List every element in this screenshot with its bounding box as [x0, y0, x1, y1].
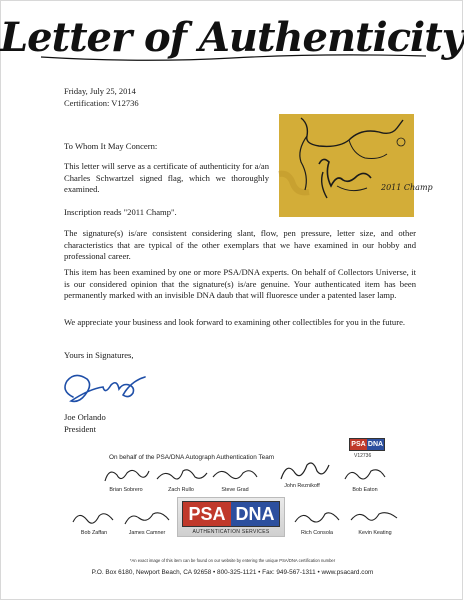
- appreciation-paragraph: We appreciate your business and look forward to examining other collectibles for you in the future.: [64, 317, 406, 327]
- closing-line: Yours in Signatures,: [64, 350, 134, 360]
- dna-logo-text: DNA: [231, 502, 279, 526]
- footnote: *An exact image of this item can be found on our website by entering the unique PSA/DNA certification number: [129, 558, 336, 563]
- letter-title: [0, 11, 464, 65]
- letter-date: Friday, July 25, 2014: [64, 86, 136, 96]
- authenticator-name: James Camner: [128, 530, 166, 536]
- authenticator-name: Bob Zaffan: [80, 530, 108, 536]
- inscription-text: Inscription reads "2011 Champ".: [64, 207, 177, 217]
- analysis-paragraph: The signature(s) is/are consistent considering slant, flow, pen pressure, letter size, and other characteristics that are typical of the other exemplars that we have examined in our hobby and professional career.: [64, 228, 416, 261]
- authenticator-signature: [119, 506, 175, 536]
- authenticator-name: Brian Sobrero: [109, 487, 143, 493]
- psa-logo-text: PSA: [351, 441, 366, 448]
- authentication-team-heading: On behalf of the PSA/DNA Autograph Authentication Team: [109, 454, 275, 461]
- logo-subtitle: AUTHENTICATION SERVICES: [192, 529, 270, 535]
- authenticator-name: Zach Rullo: [168, 487, 194, 493]
- authenticator-name: Bob Eaton: [352, 487, 378, 493]
- authenticator-name: Rich Consola: [300, 530, 334, 536]
- dna-logo-text: DNA: [367, 441, 384, 448]
- certification-number: Certification: V12736: [64, 98, 139, 108]
- authenticator-signature: [207, 463, 263, 493]
- authenticator-signature: [347, 506, 403, 536]
- psa-dna-logo-small: [349, 438, 385, 451]
- greeting: To Whom It May Concern:: [64, 141, 158, 151]
- authenticator-signature: [153, 463, 209, 493]
- signer-title: President: [64, 424, 96, 434]
- small-cert-number: V12736: [354, 453, 372, 459]
- authenticator-name: Kevin Keating: [358, 530, 392, 536]
- authenticator-signature: [289, 506, 345, 536]
- signed-flag-photo: [279, 114, 433, 217]
- examination-paragraph: This item has been examined by one or more PSA/DNA experts. On behalf of Collectors Universe, it is our considered opinion that the signature(s) is/are genuine. Your authenticated item has been permanently marked with an invisible DNA daub that will fluoresce under a patented laser lamp.: [64, 267, 416, 300]
- intro-paragraph: This letter will serve as a certificate of authenticity for a/an Charles Schwartzel signed flag, which we thoroughly examined.: [64, 161, 269, 194]
- photo-inscription: 2011 Champ: [381, 183, 433, 192]
- authenticator-name: John Reznikoff: [284, 483, 320, 489]
- title-text: Letter of Authenticity: [0, 14, 464, 61]
- signer-name: Joe Orlando: [64, 412, 106, 422]
- psa-dna-authentication-logo: [177, 497, 285, 537]
- president-signature: [59, 367, 151, 409]
- authenticator-name: Steve Grad: [221, 487, 249, 493]
- company-address: P.O. Box 6180, Newport Beach, CA 92658 • 800-325-1121 • Fax: 949-567-1311 • www.psacard.com: [91, 569, 374, 576]
- psa-logo-text: PSA: [183, 502, 231, 526]
- authenticator-signature: [337, 463, 393, 493]
- authenticator-signature: [271, 459, 333, 489]
- authenticator-signature: [99, 463, 153, 493]
- authenticator-signature: [67, 506, 121, 536]
